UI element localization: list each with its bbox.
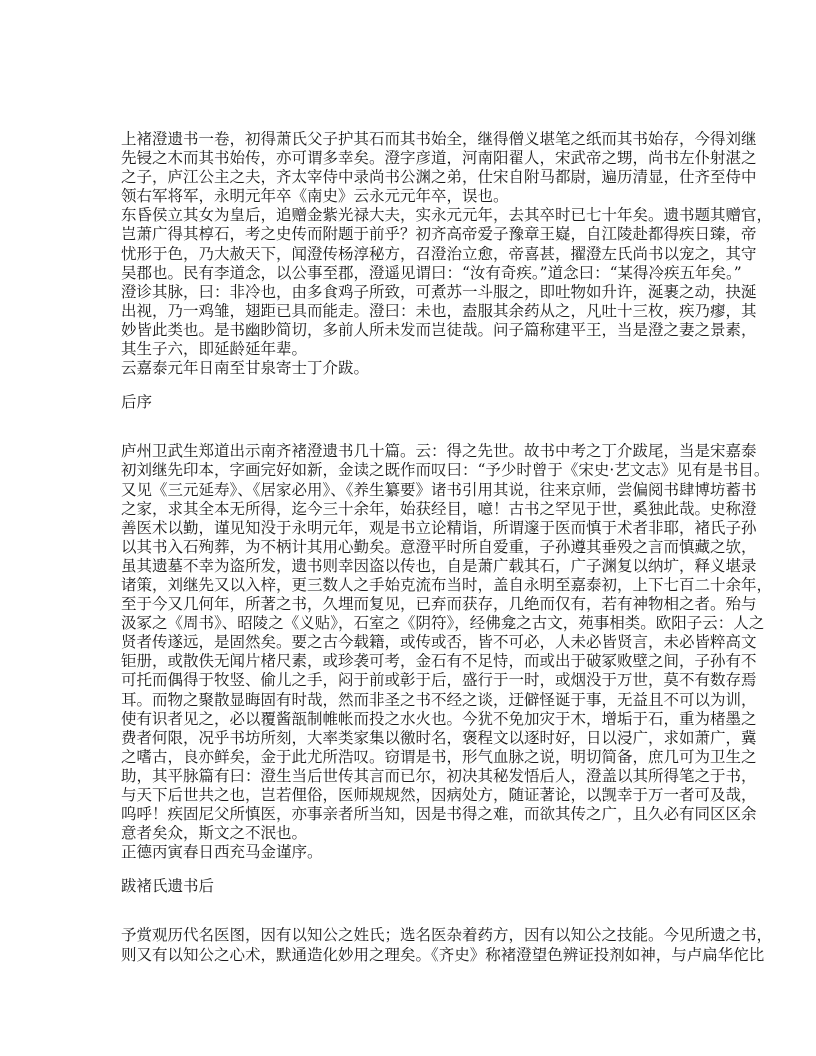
colophon-section (121, 926, 773, 964)
text-line: 以其书入石殉葬，为不柄计其用心勤矣。意澄平时所自爱重，子孙遵其垂殁之言而慎藏之欤， (121, 537, 757, 556)
text-line: 助，其平脉篇有曰：澄生当后世传其言而已尔，初决其秘发悟后人，澄盖以其所得笔之于书， (121, 766, 757, 785)
text-line: 之家，求其全本无所得，迄今三十余年，始获经目，噫！古书之罕见于世，奚独此哉。史称澄 (121, 499, 757, 518)
text-line: 之嗜古，良亦鲜矣，金于此尤所浩叹。窃谓是书，形气血脉之说，明切简备，庶几可为卫生之 (121, 747, 757, 766)
text-line: 可托而偶得于牧竖、偷儿之手，闷于前或彰于后，盛行于一时，或烟没于万世，莫不有数存焉 (121, 671, 757, 690)
text-line: 岂萧广得其椁石，考之史传而附题于前乎？初齐高帝爱子豫章王嶷，自江陵赴都得疾日臻，帝 (121, 225, 757, 244)
text-line: 费者何限，况乎书坊所刻，大率类家集以徼时名，褒程文以逐时好，日以浸广，求如萧广，冀 (121, 728, 757, 747)
signature-line (121, 359, 697, 378)
text-line: 先锓之木而其书始传，亦可谓多幸矣。澄字彦道，河南阳翟人，宋武帝之甥，尚书左仆射湛之 (121, 149, 757, 168)
text-line: 耳。而物之聚散显晦固有时哉，然而非圣之书不经之谈，迂僻怪诞于事，无益且不可以为训， (121, 690, 757, 709)
text-line: 出视，乃一鸡雏，翅距已具而能走。澄曰：未也，盍服其余药从之，凡吐十三枚，疾乃瘳，其 (121, 301, 757, 320)
text-line: 使有识者见之，必以覆酱瓿制帷帐而投之水火也。今犹不免加灾于木，增垢于石，重为楮墨之 (121, 709, 757, 728)
spacer (121, 378, 697, 393)
paragraph (121, 926, 773, 964)
signature-line (121, 843, 697, 862)
text-line: 则又有以知公之心术，默通造化妙用之理矣。《齐史》称褚澄望色辨证投剂如神，与卢扁华佗比 (121, 945, 765, 964)
document-page (121, 130, 773, 965)
text-line: 吴郡也。民有李道念，以公事至郡，澄遥见谓曰：“汝有奇疾。”道念曰：“某得冷疾五年矣。” (121, 263, 742, 282)
spacer (121, 896, 697, 926)
section-heading-afterword: 后序 (121, 393, 153, 412)
spacer (121, 412, 697, 442)
text-line: 善医术以勤，谨见知没于永明元年，观是书立论精诣，所谓邃于医而慎于术者非耶，褚氏子孙 (121, 518, 757, 537)
text-line: 澄诊其脉，曰：非冷也，由多食鸡子所致，可煮苏一斗服之，即吐物如升许，涎裹之动，抉涎 (121, 282, 757, 301)
section-heading-colophon: 跋褚氏遗书后 (121, 877, 215, 896)
text-line: 与天下后世共之也，岂若俚俗，医师规规然，因病处方，随证著论，以觊幸于万一者可及哉， (121, 786, 757, 804)
postscript-section (121, 130, 773, 378)
text-line: 意者矣众，斯文之不泯也。 (121, 824, 308, 843)
text-line: 贤者传遂远，是固然矣。要之古今载籍，或传或否，皆不可必，人未必皆贤言，未必皆粹高文 (121, 633, 757, 652)
text-line: 庐州卫武生郑道出示南齐褚澄遗书几十篇。云：得之先世。故书中考之丁介跋尾，当是宋嘉泰 (121, 442, 757, 461)
text-line: 正德丙寅春日西充马金谨序。 (121, 843, 323, 862)
text-line: 东昏侯立其女为皇后，追赠金紫光禄大夫，实永元元年，去其卒时已七十年矣。遗书题其赠官， (121, 206, 773, 225)
text-line: 钜册，或散佚无闻片楮尺素，或珍袭可考，金石有不足恃，而或出于破冢败壁之间，子孙有不 (121, 652, 757, 671)
text-line: 予赏观历代名医图，因有以知公之姓氏；选名医杂着药方，因有以知公之技能。今见所遗之书， (121, 926, 773, 945)
text-line: 诸策，刘继先又以入梓，更三数人之手始克流布当时，盖自永明至嘉泰初，上下七百二十余年， (121, 575, 773, 594)
afterword-section (121, 442, 773, 862)
text-line: 虽其遗墓不幸为盗所发，遗书则幸因盗以传也，自是萧广载其石，广子渊复以纳圹，释义堪录 (121, 556, 757, 575)
text-line: 其生子六，即延龄延年辈。 (121, 340, 308, 359)
text-line: 又见《三元延寿》、《居家必用》、《养生纂要》诸书引用其说，往来京师，尝偏阅书肆博坊蓄书 (121, 480, 757, 499)
text-line: 汲冢之《周书》、昭陵之《义贴》，石室之《阴符》，经佛龛之古文，苑事相类。欧阳子云：人之 (121, 614, 765, 633)
text-line: 至于今又几何年，所著之书，久埋而复见，已弃而获存，几绝而仅有，若有神物相之者。殆与 (121, 595, 757, 614)
text-line: 呜呼！疾固尼父所慎医，亦事亲者所当知，因是书得之难，而欲其传之广，且久必有同区区余 (121, 805, 757, 824)
text-line: 领右军将军，永明元年卒《南史》云永元元年卒，误也。 (121, 187, 509, 206)
text-line: 上褚澄遗书一卷，初得萧氏父子护其石而其书始全，继得僧义堪笔之纸而其书始存，今得刘继 (121, 130, 757, 148)
text-line: 妙皆此类也。是书幽眇简切，多前人所未发而岂徒哉。问子篇称建平王，当是澄之妻之景素， (121, 320, 757, 339)
text-line: 初刘继先印本，字画完好如新，金读之既作而叹曰：“予少时曾于《宋史·艺文志》见有是书目。 (121, 461, 770, 480)
paragraph (121, 206, 773, 359)
paragraph (121, 442, 773, 843)
text-line: 忧形于色，乃大赦天下，闻澄传杨淳秘方，召澄治立愈，帝喜甚，擢澄左氏尚书以宠之，其守 (121, 244, 757, 263)
spacer (121, 862, 697, 877)
text-line: 之子，庐江公主之夫，齐太宰侍中录尚书公渊之弟，仕宋自附马都尉，遍历清显，仕齐至侍中 (121, 168, 757, 187)
paragraph (121, 130, 757, 206)
text-line: 云嘉泰元年日南至甘泉寄士丁介跋。 (121, 359, 370, 378)
